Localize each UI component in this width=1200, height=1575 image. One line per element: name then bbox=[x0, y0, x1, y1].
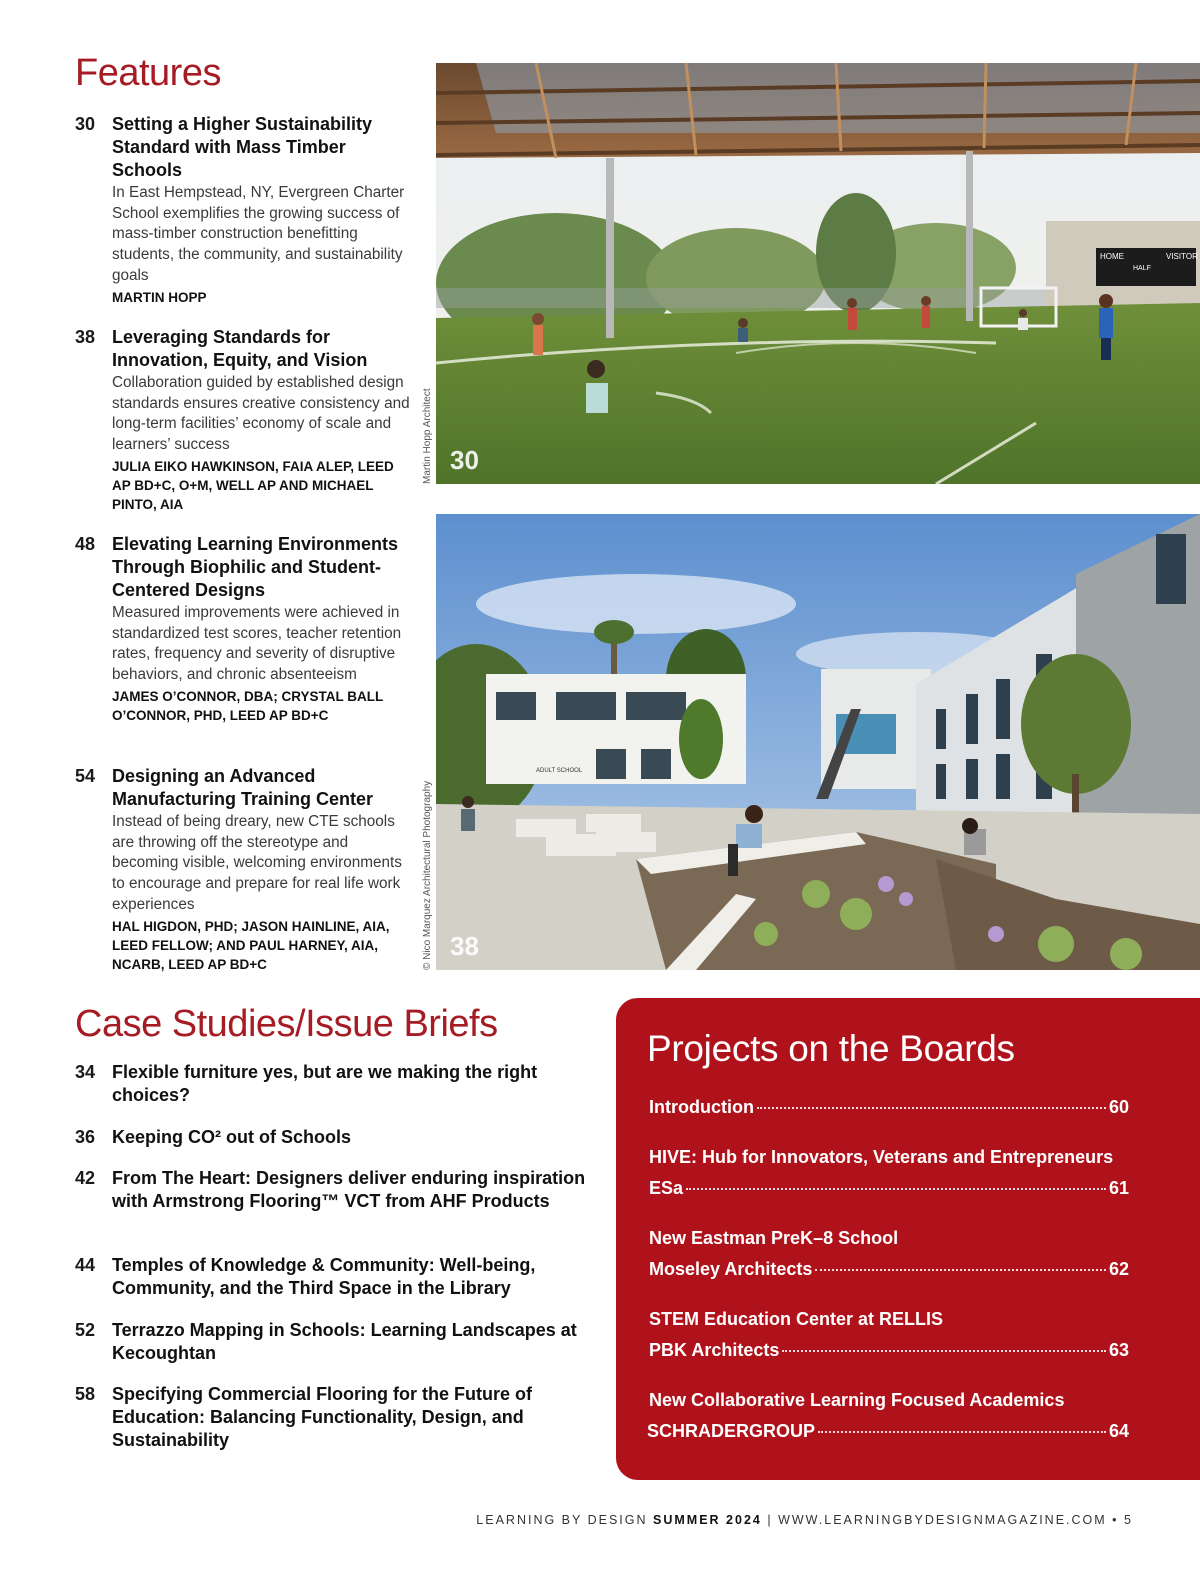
building-sign: ADULT SCHOOL bbox=[536, 768, 583, 774]
case-study-item[interactable] bbox=[75, 1383, 595, 1452]
feature-author: JULIA EIKO HAWKINSON, FAIA ALEP, LEED AP BD+C, O+M, WELL AP AND MICHAEL PINTO, AIA bbox=[112, 458, 394, 512]
project-page-number: 62 bbox=[1108, 1259, 1129, 1279]
feature-item[interactable] bbox=[75, 326, 410, 514]
feature-page-number: 48 bbox=[75, 534, 96, 554]
case-study-item[interactable] bbox=[75, 1126, 595, 1149]
case-page-number: 58 bbox=[75, 1384, 96, 1404]
photo-page-label: 38 bbox=[450, 931, 479, 961]
feature-photo-mass-timber-field[interactable] bbox=[436, 63, 1200, 484]
case-title[interactable]: Specifying Commercial Flooring for the Future of Education: Balancing Functionality, Design, and Sustainability bbox=[112, 1384, 533, 1450]
photo-credit: © Nico Marquez Architectural Photography bbox=[422, 780, 433, 970]
case-title[interactable]: Keeping CO² out of Schools bbox=[112, 1127, 351, 1147]
case-study-item[interactable] bbox=[75, 1061, 595, 1107]
feature-item[interactable] bbox=[75, 113, 410, 307]
publication-name: LEARNING BY DESIGN bbox=[476, 1513, 648, 1527]
feature-title[interactable]: Leveraging Standards for Innovation, Equity, and Vision bbox=[112, 327, 368, 370]
case-page-number: 52 bbox=[75, 1320, 96, 1340]
case-studies-heading: Case Studies/Issue Briefs bbox=[75, 1003, 498, 1045]
project-name[interactable]: STEM Education Center at RELLIS bbox=[649, 1309, 944, 1329]
project-firm: Moseley Architects bbox=[649, 1259, 813, 1279]
project-name[interactable]: HIVE: Hub for Innovators, Veterans and Entrepreneurs bbox=[649, 1147, 1114, 1167]
feature-title[interactable]: Designing an Advanced Manufacturing Training Center bbox=[112, 766, 374, 809]
photo-page-label: 30 bbox=[450, 445, 479, 475]
dot-leader bbox=[815, 1269, 1106, 1271]
project-firm: SCHRADERGROUP bbox=[647, 1421, 816, 1441]
case-title[interactable]: From The Heart: Designers deliver enduring inspiration with Armstrong Flooring™ VCT from AHF Products bbox=[112, 1168, 586, 1211]
scoreboard-home-label: HOME bbox=[1100, 252, 1124, 261]
feature-title[interactable]: Elevating Learning Environments Through Biophilic and Student-Centered Designs bbox=[112, 534, 399, 600]
case-title[interactable]: Temples of Knowledge & Community: Well-being, Community, and the Third Space in the Library bbox=[112, 1255, 536, 1298]
project-firm-line[interactable] bbox=[649, 1257, 1129, 1281]
project-name[interactable]: New Collaborative Learning Focused Academics bbox=[649, 1390, 1065, 1410]
feature-author: MARTIN HOPP bbox=[112, 289, 207, 305]
feature-description: In East Hempstead, NY, Evergreen Charter School exemplifies the growing success of mass-timber construction benefitting students, the community, and sustainability goals bbox=[112, 184, 405, 284]
projects-on-the-boards-panel bbox=[616, 998, 1200, 1480]
website-link[interactable]: WWW.LEARNINGBYDESIGNMAGAZINE.COM bbox=[778, 1513, 1107, 1527]
feature-author: JAMES O’CONNOR, DBA; CRYSTAL BALL O’CONNOR, PHD, LEED AP BD+C bbox=[112, 688, 384, 723]
page-number: 5 bbox=[1124, 1513, 1133, 1527]
case-page-number: 42 bbox=[75, 1168, 96, 1188]
project-page-number: 60 bbox=[1108, 1097, 1129, 1117]
feature-photo-school-courtyard[interactable] bbox=[436, 514, 1200, 970]
feature-page-number: 54 bbox=[75, 766, 96, 786]
issue-label: SUMMER 2024 bbox=[653, 1513, 762, 1527]
scoreboard-visitor-label: VISITOR bbox=[1166, 252, 1198, 261]
dot-leader bbox=[818, 1431, 1106, 1433]
dot-leader bbox=[782, 1350, 1106, 1352]
feature-page-number: 30 bbox=[75, 114, 96, 134]
case-page-number: 34 bbox=[75, 1062, 96, 1082]
project-intro-line[interactable] bbox=[649, 1095, 1129, 1119]
project-intro-label: Introduction bbox=[649, 1097, 754, 1117]
case-study-item[interactable] bbox=[75, 1167, 595, 1213]
project-firm-line[interactable] bbox=[647, 1419, 1129, 1443]
project-page-number: 64 bbox=[1108, 1421, 1129, 1441]
feature-item[interactable] bbox=[75, 533, 410, 725]
project-firm: PBK Architects bbox=[649, 1340, 780, 1360]
case-page-number: 44 bbox=[75, 1255, 96, 1275]
courtyard-illustration bbox=[436, 514, 1200, 970]
project-firm-line[interactable] bbox=[649, 1338, 1129, 1362]
case-study-item[interactable] bbox=[75, 1319, 595, 1365]
field-illustration bbox=[436, 63, 1200, 484]
footer-separator: | bbox=[767, 1513, 773, 1527]
features-heading: Features bbox=[75, 52, 221, 94]
project-page-number: 63 bbox=[1108, 1340, 1129, 1360]
dot-leader bbox=[686, 1188, 1106, 1190]
feature-description: Collaboration guided by established design standards ensures creative consistency and long-term facilities’ economy of scale and learners’ success bbox=[112, 374, 410, 454]
feature-description: Measured improvements were achieved in standardized test scores, teacher retention rates, frequency and severity of disruptive behaviors, and chronic absenteeism bbox=[112, 604, 402, 684]
photo-credit: Martin Hopp Architect bbox=[422, 388, 433, 484]
project-firm: ESa bbox=[649, 1178, 684, 1198]
project-name[interactable]: New Eastman PreK–8 School bbox=[649, 1228, 899, 1248]
page-footer bbox=[476, 1513, 1133, 1527]
project-firm-line[interactable] bbox=[649, 1176, 1129, 1200]
case-title[interactable]: Terrazzo Mapping in Schools: Learning Landscapes at Kecoughtan bbox=[112, 1320, 577, 1363]
case-page-number: 36 bbox=[75, 1127, 96, 1147]
feature-item[interactable] bbox=[75, 765, 410, 974]
feature-title[interactable]: Setting a Higher Sustainability Standard with Mass Timber Schools bbox=[112, 114, 373, 180]
feature-author: HAL HIGDON, PHD; JASON HAINLINE, AIA, LEED FELLOW; AND PAUL HARNEY, AIA, NCARB, LEED AP BD+C bbox=[112, 918, 390, 972]
dot-leader bbox=[757, 1107, 1106, 1109]
projects-heading: Projects on the Boards bbox=[647, 1028, 1015, 1069]
feature-page-number: 38 bbox=[75, 327, 96, 347]
case-study-item[interactable] bbox=[75, 1254, 595, 1300]
footer-bullet: • bbox=[1112, 1513, 1119, 1527]
scoreboard-half-label: HALF bbox=[1133, 265, 1151, 272]
case-title[interactable]: Flexible furniture yes, but are we making the right choices? bbox=[112, 1062, 538, 1105]
feature-description: Instead of being dreary, new CTE schools are throwing off the stereotype and becoming visible, welcoming environments to encourage and prepare for real life work experiences bbox=[112, 813, 402, 913]
project-page-number: 61 bbox=[1108, 1178, 1129, 1198]
